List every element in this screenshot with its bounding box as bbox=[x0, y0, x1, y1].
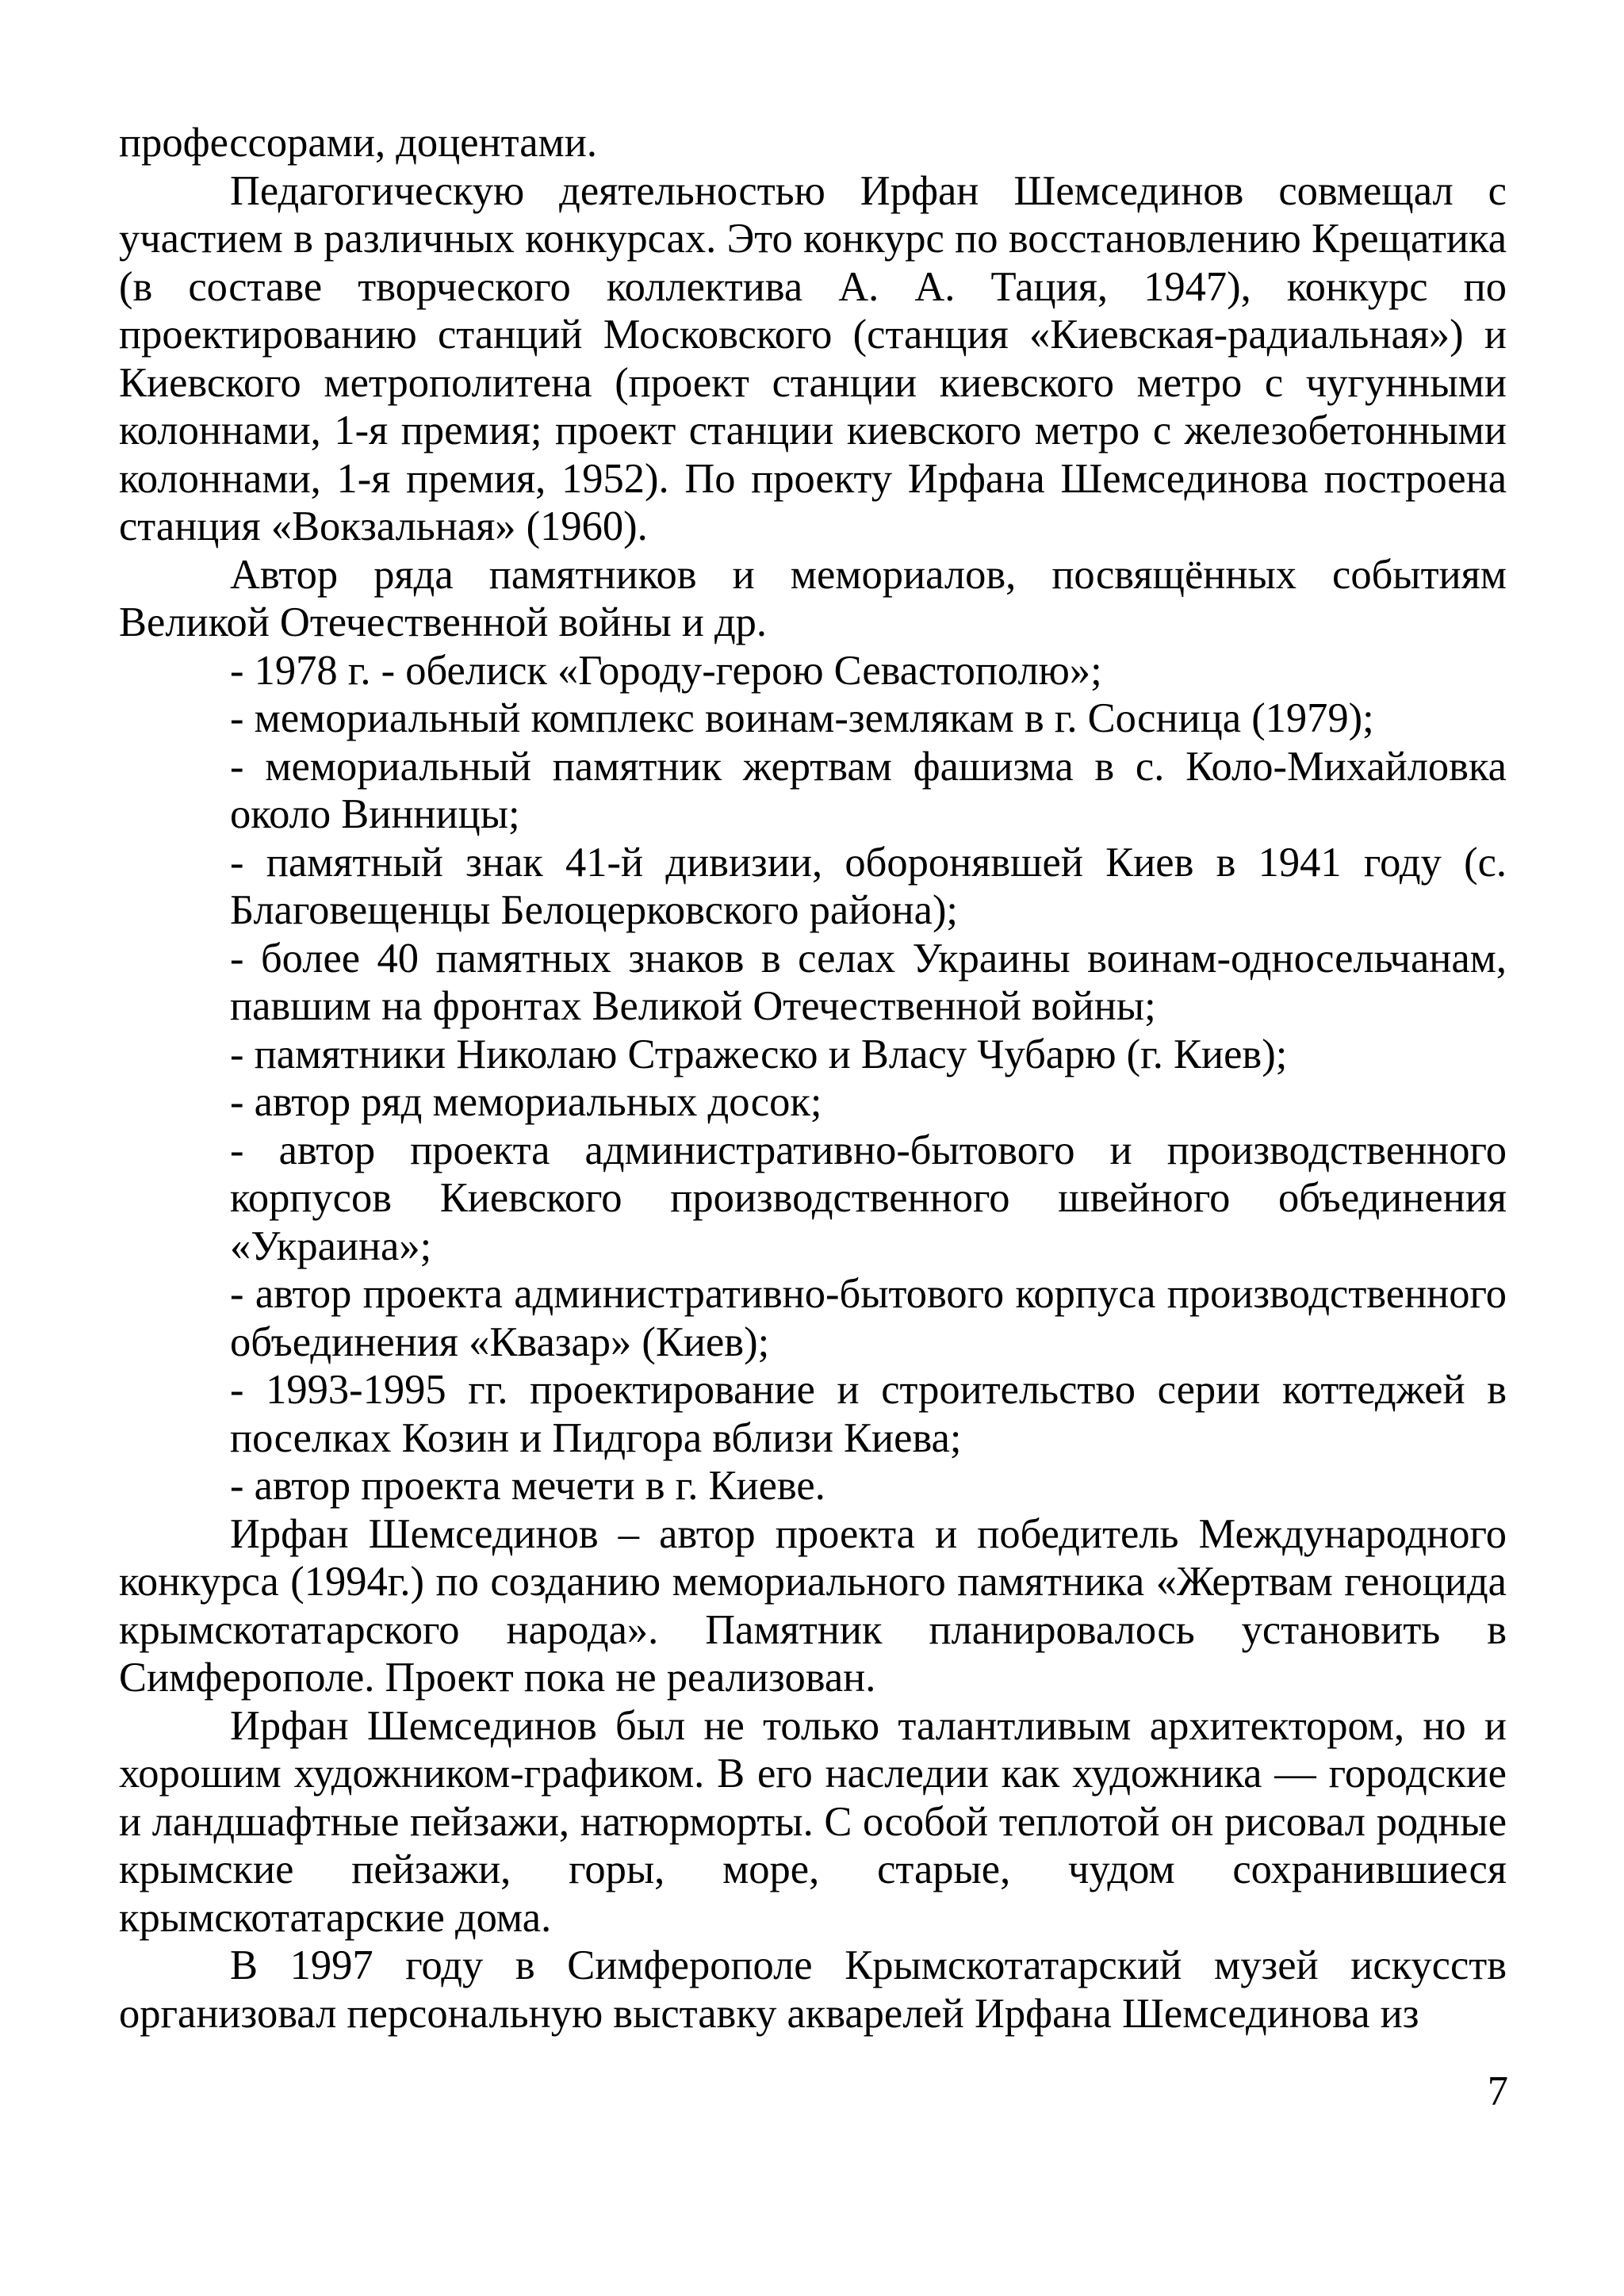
list-item-memorial-complex: - мемориальный комплекс воинам-землякам в г. Сосница (1979); bbox=[230, 695, 1374, 741]
page-number: 7 bbox=[1487, 2068, 1508, 2114]
paragraph-continuation: профессорами, доцентами. bbox=[119, 120, 597, 166]
paragraph-exhibition: В 1997 году в Симферополе Крымскотатарский музей искусств организовал персональную выставку акварелей Ирфана Шемсединова из bbox=[119, 1942, 1507, 2037]
list-item-memorial-signs: - более 40 памятных знаков в селах Украины воинам-односельчанам, павшим на фронтах Великой Отечественной войны; bbox=[230, 935, 1507, 1029]
list-item-memorial-monument: - мемориальный памятник жертвам фашизма в с. Коло-Михайловка около Винницы; bbox=[230, 743, 1507, 837]
document-body bbox=[119, 119, 1507, 2038]
list-item-monuments-kyiv: - памятники Николаю Стражеско и Власу Чубарю (г. Киев); bbox=[230, 1031, 1288, 1077]
list-item-memorial-plaques: - автор ряд мемориальных досок; bbox=[230, 1079, 822, 1125]
list-item-kvazar-building: - автор проекта административно-бытового корпуса производственного объединения «Квазар» (Киев); bbox=[230, 1271, 1507, 1365]
paragraph-genocide-memorial: Ирфан Шемсединов – автор проекта и победитель Международного конкурса (1994г.) по созданию мемориального памятника «Жертвам геноцида крымскотатарского народа». Памятник планировалось установить в Симферополе. Проект пока не реализован. bbox=[119, 1510, 1507, 1701]
list-item-cottages: - 1993-1995 гг. проектирование и строительство серии коттеджей в поселках Козин и Пидгора вблизи Киева; bbox=[230, 1367, 1507, 1461]
paragraph-artist: Ирфан Шемсединов был не только талантливым архитектором, но и хорошим художником-графиком. В его наследии как художника — городские и ландшафтные пейзажи, натюрморты. С особой теплотой он рисовал родные крымские пейзажи, горы, море, старые, чудом сохранившиеся крымскотатарские дома. bbox=[119, 1702, 1507, 1941]
list-item-division-sign: - памятный знак 41-й дивизии, оборонявшей Киев в 1941 году (с. Благовещенцы Белоцерковского района); bbox=[230, 839, 1507, 933]
list-item-ukraina-buildings: - автор проекта административно-бытового и производственного корпусов Киевского производственного швейного объединения «Украина»; bbox=[230, 1127, 1507, 1269]
paragraph-monuments-intro: Автор ряда памятников и мемориалов, посвящённых событиям Великой Отечественной войны и др. bbox=[119, 551, 1507, 645]
list-item-obelisk: - 1978 г. - обелиск «Городу-герою Севастополю»; bbox=[230, 647, 1102, 694]
paragraph-pedagogical-activity: Педагогическую деятельностью Ирфан Шемсединов совмещал с участием в различных конкурсах. Это конкурс по восстановлению Крещатика (в составе творческого коллектива А. А. Тация, 1947), конкурс по проектированию станций Московского (станция «Киевская-радиальная») и Киевского метрополитена (проект станции киевского метро с чугунными колоннами, 1-я премия; проект станции киевского метро с железобетонными колоннами, 1-я премия, 1952). По проекту Ирфана Шемсединова построена станция «Вокзальная» (1960). bbox=[119, 167, 1507, 549]
list-item-mosque: - автор проекта мечети в г. Киеве. bbox=[230, 1463, 825, 1509]
